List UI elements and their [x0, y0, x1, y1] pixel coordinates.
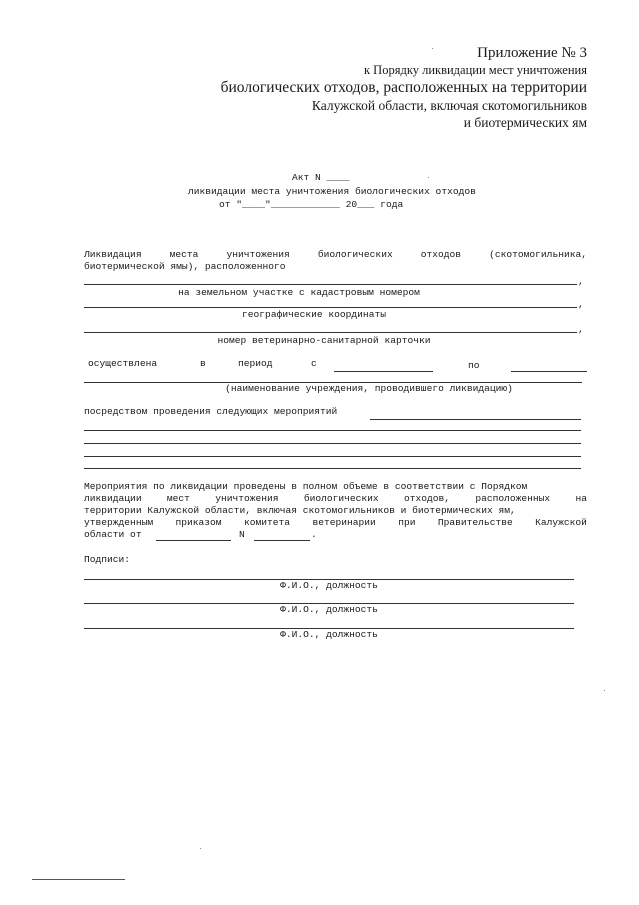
- fill-line-date-from: [334, 371, 433, 372]
- intro-word: отходов: [420, 249, 462, 260]
- fill-line-measures-0: [370, 419, 581, 420]
- signatures-label: Подписи:: [84, 554, 131, 565]
- period-word: в: [200, 358, 206, 369]
- fill-line-cadastral: [84, 307, 577, 308]
- intro-line-2: биотермической ямы), расположенного: [84, 261, 286, 272]
- footnote-rule: [32, 879, 125, 880]
- signature-caption-1: Ф.И.О., должность: [280, 580, 378, 591]
- fill-line-location-1: [84, 284, 577, 285]
- conclusion-word: мест: [166, 493, 190, 504]
- period-word: с: [311, 358, 317, 369]
- speck: [200, 848, 201, 849]
- appendix-header: [221, 44, 587, 132]
- appendix-title: Приложение № 3: [477, 45, 587, 61]
- fill-line-measures-3: [84, 456, 581, 457]
- conclusion-word: ликвидации: [84, 493, 142, 504]
- conclusion-word: уничтожения: [215, 493, 279, 504]
- fill-line-date-to: [511, 371, 587, 372]
- caption-vet-card: номер ветеринарно-санитарной карточки: [217, 335, 431, 346]
- intro-line-1: [84, 249, 587, 260]
- conclusion-line-5a: области от: [84, 529, 142, 540]
- fill-line-order-number: [254, 540, 310, 541]
- caption-cadastral: на земельном участке с кадастровым номером: [178, 287, 420, 298]
- intro-word: места: [169, 249, 199, 260]
- caption-institution: (наименование учреждения, проводившего ликвидацию): [225, 383, 513, 394]
- conclusion-word: расположенных: [475, 493, 551, 504]
- conclusion-word: утвержденным: [84, 517, 154, 528]
- appendix-line-3: Калужской области, включая скотомогильников: [311, 97, 587, 113]
- conclusion-word: Правительстве: [437, 517, 513, 528]
- intro-word: биологических: [317, 249, 393, 260]
- period-word: период: [238, 358, 273, 369]
- conclusion-line-3: территории Калужской области, включая скотомогильников и биотермических ям,: [84, 505, 516, 516]
- conclusion-line-5b: N: [239, 529, 245, 540]
- speck: [432, 48, 433, 49]
- comma: ,: [578, 324, 584, 335]
- conclusion-word: при: [398, 517, 416, 528]
- conclusion-line-1: Мероприятия по ликвидации проведены в полном объеме в соответствии с Порядком: [84, 481, 528, 492]
- conclusion-word: отходов,: [403, 493, 451, 504]
- signature-caption-3: Ф.И.О., должность: [280, 629, 378, 640]
- act-date: от "____"____________ 20___ года: [219, 199, 404, 210]
- intro-word: уничтожения: [226, 249, 290, 260]
- intro-word: (скотомогильника,: [489, 249, 587, 260]
- fill-line-measures-1: [84, 430, 581, 431]
- signature-caption-2: Ф.И.О., должность: [280, 604, 378, 615]
- conclusion-line-5c: .: [311, 529, 317, 540]
- appendix-line-4: и биотермических ям: [463, 114, 587, 130]
- intro-word: Ликвидация: [84, 249, 142, 260]
- appendix-line-1: к Порядку ликвидации мест уничтожения: [363, 62, 587, 77]
- speck: [604, 690, 605, 691]
- conclusion-word: на: [575, 493, 587, 504]
- period-word: по: [468, 360, 480, 371]
- conclusion-word: приказом: [175, 517, 222, 528]
- act-title: Акт N ____: [292, 172, 350, 183]
- conclusion-word: биологических: [303, 493, 379, 504]
- appendix-line-2: биологических отходов, расположенных на территории: [220, 79, 587, 97]
- conclusion-word: ветеринарии: [312, 517, 376, 528]
- caption-coords: географические координаты: [242, 309, 386, 320]
- conclusion-line-2: [84, 493, 587, 504]
- fill-line-coords: [84, 332, 577, 333]
- measures-label: посредством проведения следующих мероприятий: [84, 406, 338, 417]
- speck: [428, 177, 429, 178]
- fill-line-measures-2: [84, 443, 581, 444]
- act-subtitle: ликвидации места уничтожения биологических отходов: [188, 186, 476, 197]
- comma: ,: [578, 276, 584, 287]
- fill-line-measures-4: [84, 468, 581, 469]
- conclusion-line-4: [84, 517, 587, 528]
- conclusion-word: комитета: [243, 517, 291, 528]
- period-word: осуществлена: [88, 358, 158, 369]
- fill-line-order-date: [156, 540, 231, 541]
- conclusion-word: Калужской: [535, 517, 587, 528]
- comma: ,: [578, 299, 584, 310]
